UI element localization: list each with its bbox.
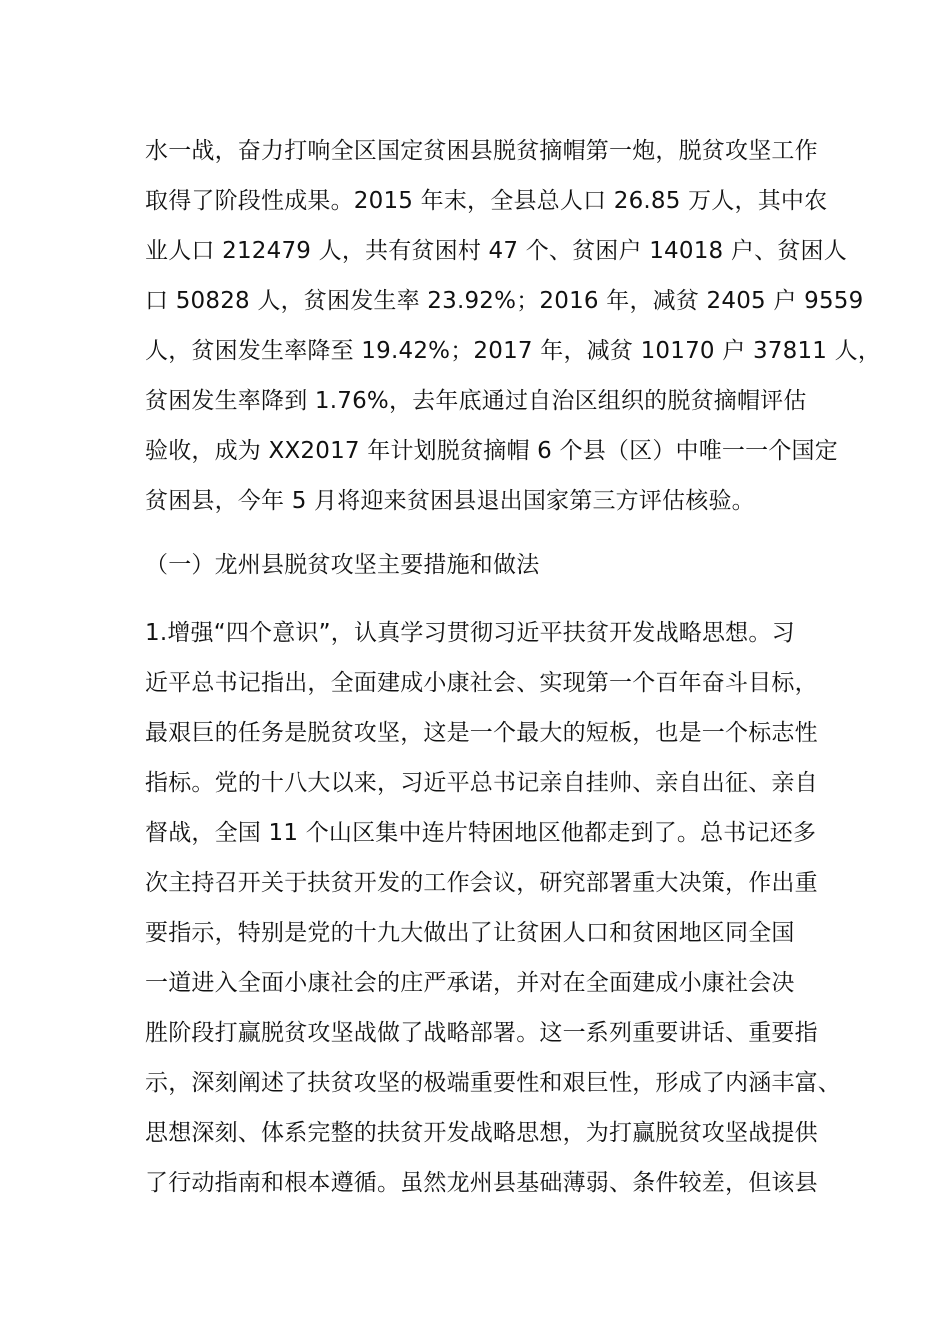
paragraph-line: 验收，成为 XX2017 年计划脱贫摘帽 6 个县（区）中唯一一个国定 [145, 438, 838, 464]
paragraph-line: 胜阶段打赢脱贫攻坚战做了战略部署。这一系列重要讲话、重要指 [145, 1020, 818, 1046]
paragraph-line: 近平总书记指出，全面建成小康社会、实现第一个百年奋斗目标， [145, 670, 818, 696]
paragraph-line: 最艰巨的任务是脱贫攻坚，这是一个最大的短板，也是一个标志性 [145, 720, 818, 746]
paragraph-line: 1.增强“四个意识”，认真学习贯彻习近平扶贫开发战略思想。习 [145, 620, 795, 646]
paragraph-line: 贫困发生率降到 1.76%，去年底通过自治区组织的脱贫摘帽评估 [145, 388, 807, 414]
paragraph-line: 贫困县，今年 5 月将迎来贫困县退出国家第三方评估核验。 [145, 488, 755, 514]
paragraph-line: 示，深刻阐述了扶贫攻坚的极端重要性和艰巨性，形成了内涵丰富、 [145, 1070, 841, 1096]
paragraph-1 [145, 126, 882, 526]
paragraph-line: 水一战，奋力打响全区国定贫困县脱贫摘帽第一炮，脱贫攻坚工作 [145, 138, 818, 164]
paragraph-line: 要指示，特别是党的十九大做出了让贫困人口和贫困地区同全国 [145, 920, 795, 946]
paragraph-2 [145, 608, 841, 1208]
paragraph-line: 指标。党的十八大以来，习近平总书记亲自挂帅、亲自出征、亲自 [145, 770, 818, 796]
paragraph-line: 督战，全国 11 个山区集中连片特困地区他都走到了。总书记还多 [145, 820, 817, 846]
paragraph-line: 人，贫困发生率降至 19.42%；2017 年，减贫 10170 户 37811 人， [145, 338, 882, 364]
paragraph-line: 了行动指南和根本遵循。虽然龙州县基础薄弱、条件较差，但该县 [145, 1170, 818, 1196]
section-heading-text: （一）龙州县脱贫攻坚主要措施和做法 [145, 552, 540, 578]
paragraph-line: 一道进入全面小康社会的庄严承诺，并对在全面建成小康社会决 [145, 970, 795, 996]
paragraph-line: 业人口 212479 人，共有贫困村 47 个、贫困户 14018 户、贫困人 [145, 238, 847, 264]
paragraph-line: 思想深刻、体系完整的扶贫开发战略思想，为打赢脱贫攻坚战提供 [145, 1120, 818, 1146]
section-heading [145, 540, 815, 590]
paragraph-line: 次主持召开关于扶贫开发的工作会议，研究部署重大决策，作出重 [145, 870, 818, 896]
paragraph-line: 口 50828 人，贫困发生率 23.92%；2016 年，减贫 2405 户 9559 [145, 288, 864, 314]
paragraph-line: 取得了阶段性成果。2015 年末，全县总人口 26.85 万人，其中农 [145, 188, 828, 214]
